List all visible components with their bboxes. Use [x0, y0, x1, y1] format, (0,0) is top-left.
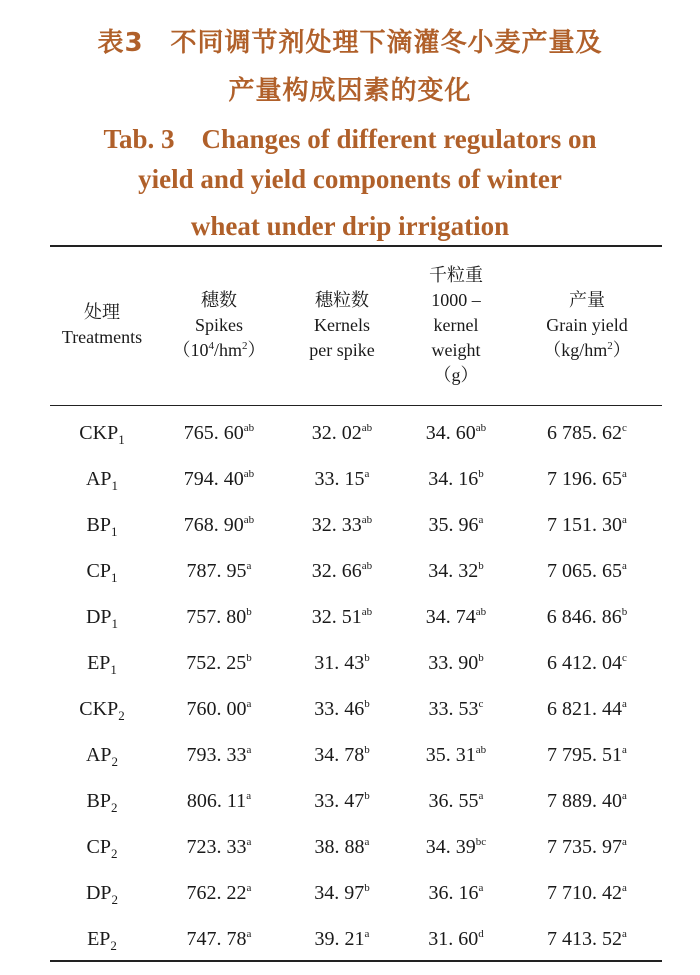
table-row — [50, 778, 662, 824]
yield-header-table — [50, 250, 662, 400]
cell-treatment: $CKP_1$ — [79, 421, 125, 447]
cell-grain-yield: 7 889. 40$^a$ — [547, 789, 627, 812]
cell-grain-yield: 6 821. 44$^a$ — [547, 697, 627, 720]
caption-cn-line1: 表3 不同调节剂处理下滴灌冬小麦产量及 — [97, 28, 603, 58]
table-bottom-rule — [50, 960, 662, 962]
cell-kernels: 33. 15$^a$ — [314, 467, 370, 490]
cell-grain-yield: 6 785. 62$^c$ — [547, 421, 627, 444]
cell-treatment: $BP_1$ — [86, 513, 118, 539]
caption-en-line3: wheat under drip irrigation — [190, 211, 510, 241]
cell-kernel-weight: 34. $74^{ab}$ — [425, 605, 487, 628]
cell-spikes: 806. 11$^a$ — [186, 789, 252, 812]
table-row — [50, 410, 662, 456]
header-thousand-kernel-weight: 千粒重 1000 – kernel weight （g） — [429, 264, 483, 385]
caption-en-line1: Tab. 3 Changes of different regulators on — [103, 124, 597, 154]
cell-kernel-weight: 35. 96$^a$ — [428, 513, 484, 536]
cell-kernel-weight: 31. 60$^d$ — [428, 927, 484, 950]
cell-grain-yield: 6 846. 86$^b$ — [546, 605, 628, 628]
cell-kernels: 34. 97$^b$ — [314, 881, 370, 904]
table-row — [50, 640, 662, 686]
caption-en-line2: yield and yield components of winter — [138, 164, 562, 194]
header-kernels-per-spike: 穗粒数 Kernels per spike — [309, 289, 375, 360]
cell-kernels: 33. 47$^b$ — [314, 789, 370, 812]
cell-spikes: 747. 78$^a$ — [186, 927, 252, 950]
cell-treatment: $DP_1$ — [85, 605, 119, 631]
cell-spikes: 794. $40^{ab}$ — [183, 467, 255, 490]
table-row — [50, 824, 662, 870]
cell-kernels: 32. $51^{ab}$ — [311, 605, 373, 628]
cell-spikes: 760. 00$^a$ — [186, 697, 252, 720]
cell-treatment: $CP_2$ — [86, 835, 118, 861]
cell-kernels: 33. 46$^b$ — [314, 697, 370, 720]
table-row — [50, 502, 662, 548]
cell-kernel-weight: 36. 55$^a$ — [428, 789, 484, 812]
cell-treatment: $CP_1$ — [86, 559, 118, 585]
cell-spikes: 765. $60^{ab}$ — [183, 421, 255, 444]
cell-grain-yield: 6 412. 04$^c$ — [547, 651, 627, 674]
table-row — [50, 686, 662, 732]
header-treatments: 处理 Treatments — [61, 302, 143, 347]
yield-data-table — [50, 410, 662, 962]
cell-kernel-weight: 33. 90$^b$ — [428, 651, 484, 674]
cell-grain-yield: 7 065. 65$^a$ — [547, 559, 627, 582]
cell-kernels: 39. 21$^a$ — [314, 927, 370, 950]
table-row — [50, 916, 662, 962]
caption-cn-line2: 产量构成因素的变化 — [228, 76, 472, 106]
cell-treatment: $DP_2$ — [85, 881, 119, 907]
cell-spikes: 768. $90^{ab}$ — [183, 513, 255, 536]
cell-kernel-weight: 33. 53$^c$ — [428, 697, 484, 720]
cell-kernel-weight: 34. $39^{bc}$ — [425, 835, 487, 858]
cell-grain-yield: 7 413. 52$^a$ — [547, 927, 627, 950]
table-row — [50, 870, 662, 916]
cell-kernels: 34. 78$^b$ — [314, 743, 370, 766]
cell-treatment: $AP_2$ — [85, 743, 119, 769]
cell-spikes: 793. 33$^a$ — [186, 743, 252, 766]
cell-treatment: $AP_1$ — [85, 467, 119, 493]
cell-kernel-weight: 34. $60^{ab}$ — [425, 421, 487, 444]
cell-kernel-weight: 34. 32$^b$ — [428, 559, 484, 582]
cell-spikes: 723. 33$^a$ — [186, 835, 252, 858]
cell-kernels: 38. 88$^a$ — [314, 835, 370, 858]
cell-grain-yield: 7 735. 97$^a$ — [547, 835, 627, 858]
cell-spikes: 762. 22$^a$ — [186, 881, 252, 904]
cell-spikes: 787. 95$^a$ — [186, 559, 252, 582]
cell-kernels: 32. $66^{ab}$ — [311, 559, 373, 582]
cell-spikes: 757. 80$^b$ — [186, 605, 252, 628]
cell-grain-yield: 7 151. 30$^a$ — [547, 513, 627, 536]
cell-treatment: $EP_2$ — [87, 927, 117, 953]
cell-spikes: 752. 25$^b$ — [186, 651, 252, 674]
cell-treatment: $BP_2$ — [86, 789, 118, 815]
cell-kernels: 31. 43$^b$ — [314, 651, 370, 674]
table-top-rule — [50, 245, 662, 247]
cell-treatment: $CKP_2$ — [79, 697, 125, 723]
table-row — [50, 732, 662, 778]
table-row — [50, 456, 662, 502]
cell-treatment: $EP_1$ — [87, 651, 117, 677]
header-grain-yield: 产量 Grain yield $(kg/hm^2)$ — [543, 289, 631, 360]
cell-kernels: 32. $33^{ab}$ — [311, 513, 373, 536]
cell-kernel-weight: 35. $31^{ab}$ — [425, 743, 487, 766]
cell-grain-yield: 7 795. 51$^a$ — [547, 743, 627, 766]
cell-grain-yield: 7 196. 65$^a$ — [547, 467, 627, 490]
table-header-rule — [50, 405, 662, 406]
header-spikes: 穗数 Spikes $(10^4/hm^2)$ — [172, 289, 266, 360]
cell-grain-yield: 7 710. 42$^a$ — [547, 881, 627, 904]
cell-kernel-weight: 34. 16$^b$ — [428, 467, 484, 490]
cell-kernel-weight: 36. 16$^a$ — [428, 881, 484, 904]
table-row — [50, 594, 662, 640]
table-row — [50, 548, 662, 594]
cell-kernels: 32. $02^{ab}$ — [311, 421, 373, 444]
